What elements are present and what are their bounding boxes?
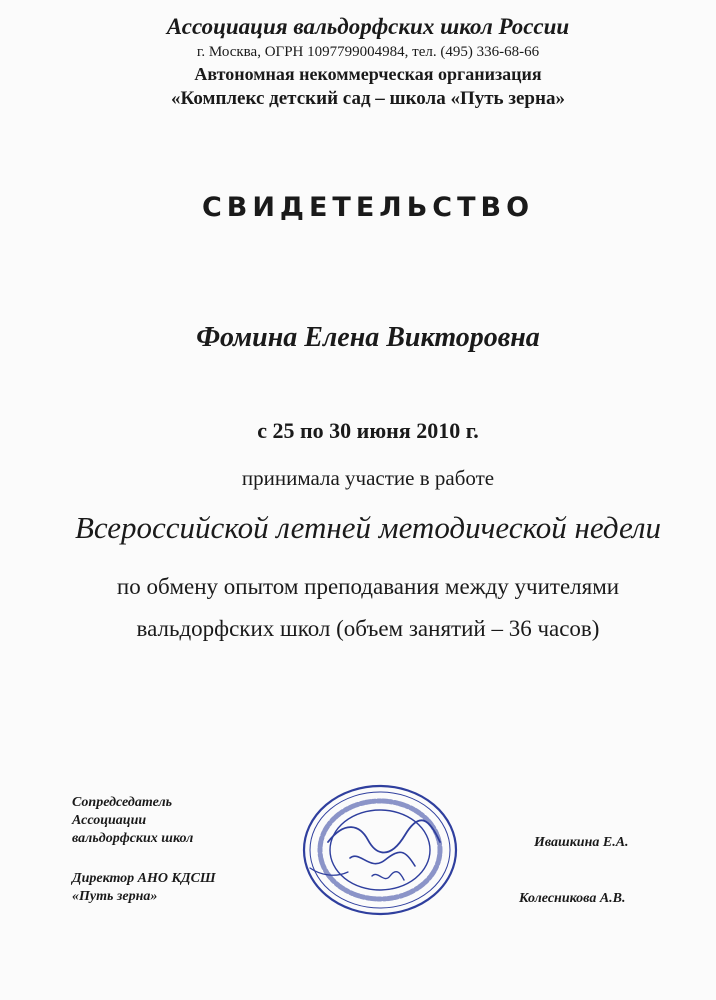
- event-description-line-2: вальдорфских школ (объем занятий – 36 часов): [136, 616, 600, 641]
- signatory-2-position-line-1: Директор АНО КДСШ: [72, 871, 216, 886]
- signatory-1-name: Ивашкина Е.А.: [534, 835, 629, 850]
- signatory-2-name: Колесникова А.В.: [519, 891, 626, 906]
- organization-name: «Комплекс детский сад – школа «Путь зерна»: [171, 88, 565, 109]
- signatory-2-position: [72, 870, 216, 906]
- stamp-signature-stroke-2: [350, 852, 415, 866]
- organization-stamp-icon: [290, 780, 470, 920]
- recipient-name: Фомина Елена Викторовна: [196, 322, 540, 353]
- stamp-signature-stroke-3: [372, 872, 404, 880]
- signatory-1-position-line-3: вальдорфских школ: [72, 831, 194, 846]
- stamp-outer-ring: [304, 786, 456, 914]
- event-description-line-1: по обмену опытом преподавания между учителями: [116, 574, 620, 599]
- stamp-ring-lettering: [320, 801, 440, 899]
- signatory-1-position-line-2: Ассоциации: [72, 813, 147, 828]
- stamp-signature-stroke-1: [328, 820, 440, 852]
- signatory-1-position-line-1: Сопредседатель: [72, 795, 173, 810]
- document-title: СВИДЕТЕЛЬСТВО: [201, 192, 535, 223]
- event-dates: с 25 по 30 июня 2010 г.: [257, 418, 479, 443]
- association-address: г. Москва, ОГРН 1097799004984, тел. (495) 336-68-66: [196, 44, 540, 60]
- participation-text: принимала участие в работе: [241, 466, 495, 490]
- signatory-2-position-line-2: «Путь зерна»: [72, 889, 158, 904]
- association-name: Ассоциация вальдорфских школ России: [166, 14, 570, 39]
- organization-type: Автономная некоммерческая организация: [194, 64, 542, 84]
- signatory-1-position: [72, 794, 193, 848]
- event-name: Всероссийской летней методической недели: [74, 510, 661, 545]
